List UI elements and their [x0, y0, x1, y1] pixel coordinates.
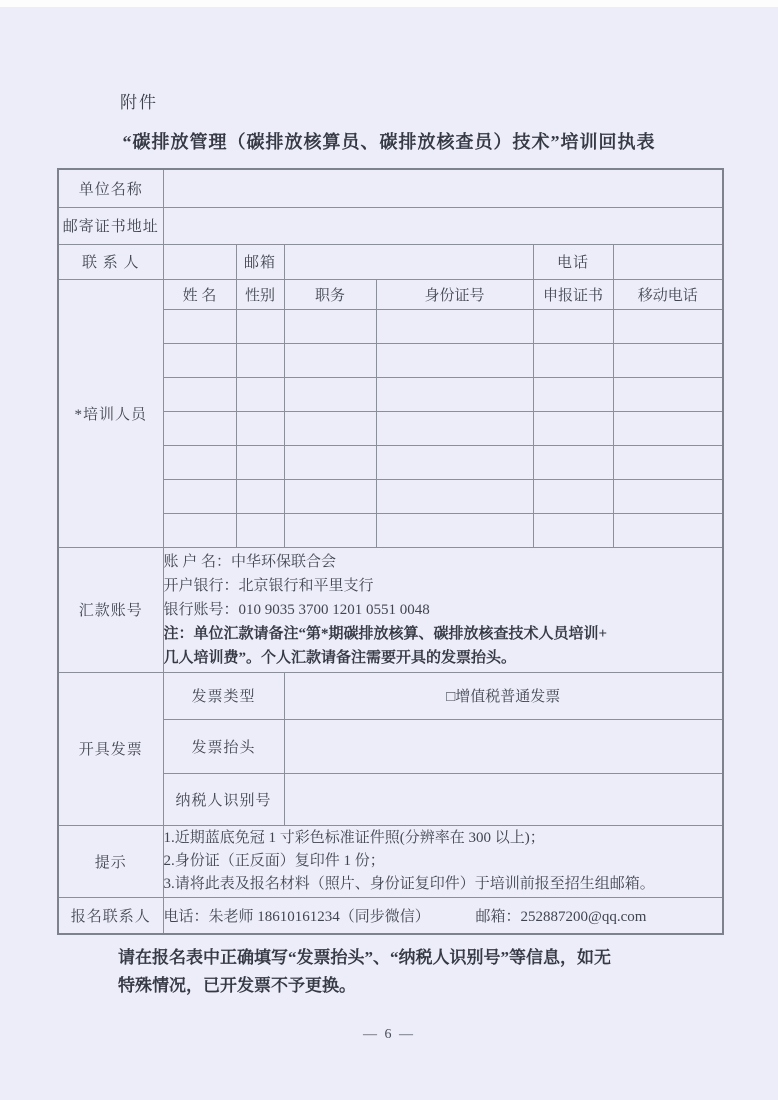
trainee-empty-cell — [533, 479, 613, 513]
trainee-empty-cell — [284, 479, 376, 513]
trainee-empty-cell — [376, 309, 533, 343]
remittance-note-line2: 几人培训费”。个人汇款请备注需要开具的发票抬头。 — [163, 649, 517, 666]
trainee-empty-cell — [163, 377, 236, 411]
footer-note-line1: 请在报名表中正确填写“发票抬头”、“纳税人识别号”等信息，如无 — [118, 948, 611, 967]
trainee-empty-cell — [533, 445, 613, 479]
tips-item-2: 2.身份证（正反面）复印件 1 份； — [163, 852, 385, 869]
trainee-empty-cell — [163, 343, 236, 377]
tips-content — [163, 825, 723, 897]
attachment-label: 附件 — [120, 93, 158, 112]
registration-contact-label: 报名联系人 — [58, 897, 163, 934]
trainee-col-name: 姓 名 — [163, 279, 236, 309]
trainee-empty-cell — [533, 513, 613, 547]
trainee-empty-cell — [236, 411, 284, 445]
remittance-label: 汇款账号 — [58, 547, 163, 672]
remittance-bank: 开户银行：北京银行和平里支行 — [163, 577, 374, 594]
trainee-empty-cell — [613, 479, 723, 513]
trainee-col-certificate: 申报证书 — [533, 279, 613, 309]
trainee-empty-cell — [533, 309, 613, 343]
tips-item-3: 3.请将此表及报名材料（照片、身份证复印件）于培训前报至招生组邮箱。 — [163, 875, 655, 892]
invoice-type-row — [58, 672, 723, 719]
trainee-empty-cell — [284, 411, 376, 445]
invoice-type-label: 发票类型 — [163, 672, 284, 719]
registration-contact-details — [163, 897, 723, 934]
trainee-empty-cell — [284, 343, 376, 377]
unit-name-row — [58, 169, 723, 207]
mailing-address-field — [163, 207, 723, 244]
registration-contact-phone: 电话：朱老师 18610161234（同步微信） — [163, 908, 430, 925]
tips-label: 提示 — [58, 825, 163, 897]
footer-note-line2: 特殊情况，已开发票不予更换。 — [118, 976, 356, 995]
tips-row — [58, 825, 723, 897]
trainee-col-position: 职务 — [284, 279, 376, 309]
trainee-empty-cell — [284, 513, 376, 547]
trainee-empty-cell — [376, 411, 533, 445]
unit-name-field — [163, 169, 723, 207]
trainee-empty-cell — [236, 513, 284, 547]
document-title: “碳排放管理（碳排放核算员、碳排放核查员）技术”培训回执表 — [122, 132, 656, 152]
trainee-empty-cell — [613, 309, 723, 343]
contact-phone-field — [613, 244, 723, 279]
trainee-col-id-number: 身份证号 — [376, 279, 533, 309]
remittance-account-name: 账 户 名：中华环保联合会 — [163, 553, 337, 570]
trainee-empty-cell — [236, 377, 284, 411]
trainee-empty-cell — [613, 377, 723, 411]
contact-email-field — [284, 244, 533, 279]
trainee-empty-cell — [613, 411, 723, 445]
trainee-empty-cell — [613, 445, 723, 479]
contact-row — [58, 244, 723, 279]
contact-label: 联 系 人 — [58, 244, 163, 279]
unit-name-label: 单位名称 — [58, 169, 163, 207]
taxpayer-id-label: 纳税人识别号 — [163, 773, 284, 825]
contact-name-field — [163, 244, 236, 279]
trainee-empty-cell — [163, 513, 236, 547]
trainee-empty-cell — [163, 479, 236, 513]
tips-item-1: 1.近期蓝底免冠 1 寸彩色标准证件照(分辨率在 300 以上)； — [163, 829, 545, 846]
page-number: — 6 — — [363, 1027, 415, 1042]
trainee-header-row — [58, 279, 723, 309]
trainee-empty-cell — [284, 309, 376, 343]
scan-edge-strip — [0, 0, 778, 7]
trainees-label: *培训人员 — [58, 279, 163, 547]
registration-contact-email: 邮箱：252887200@qq.com — [475, 908, 647, 925]
trainee-empty-cell — [533, 377, 613, 411]
trainee-empty-cell — [236, 309, 284, 343]
mailing-address-label: 邮寄证书地址 — [58, 207, 163, 244]
registration-contact-row — [58, 897, 723, 934]
mailing-address-row — [58, 207, 723, 244]
trainee-empty-cell — [533, 343, 613, 377]
trainee-empty-cell — [284, 377, 376, 411]
taxpayer-id-field — [284, 773, 723, 825]
registration-form-table — [57, 168, 724, 935]
trainee-empty-cell — [163, 445, 236, 479]
remittance-note-line1: 注：单位汇款请备注“第*期碳排放核算、碳排放核查技术人员培训+ — [163, 625, 608, 642]
trainee-empty-cell — [236, 343, 284, 377]
trainee-empty-cell — [613, 513, 723, 547]
footer-note — [118, 944, 698, 1000]
contact-email-label: 邮箱 — [236, 244, 284, 279]
vat-invoice-checkbox-option: □增值税普通发票 — [284, 672, 723, 719]
trainee-empty-cell — [284, 445, 376, 479]
invoice-title-label: 发票抬头 — [163, 719, 284, 773]
remittance-details — [163, 547, 723, 672]
trainee-empty-cell — [163, 411, 236, 445]
trainee-empty-cell — [376, 343, 533, 377]
trainee-empty-cell — [376, 513, 533, 547]
trainee-col-mobile: 移动电话 — [613, 279, 723, 309]
remittance-row — [58, 547, 723, 672]
trainee-empty-cell — [376, 479, 533, 513]
trainee-empty-cell — [376, 445, 533, 479]
contact-phone-label: 电话 — [533, 244, 613, 279]
trainee-empty-cell — [376, 377, 533, 411]
invoice-label: 开具发票 — [58, 672, 163, 825]
trainee-col-gender: 性别 — [236, 279, 284, 309]
trainee-empty-cell — [236, 445, 284, 479]
trainee-empty-cell — [163, 309, 236, 343]
remittance-account-number: 银行账号：010 9035 3700 1201 0551 0048 — [163, 601, 430, 618]
invoice-title-field — [284, 719, 723, 773]
trainee-empty-cell — [533, 411, 613, 445]
trainee-empty-cell — [613, 343, 723, 377]
trainee-empty-cell — [236, 479, 284, 513]
